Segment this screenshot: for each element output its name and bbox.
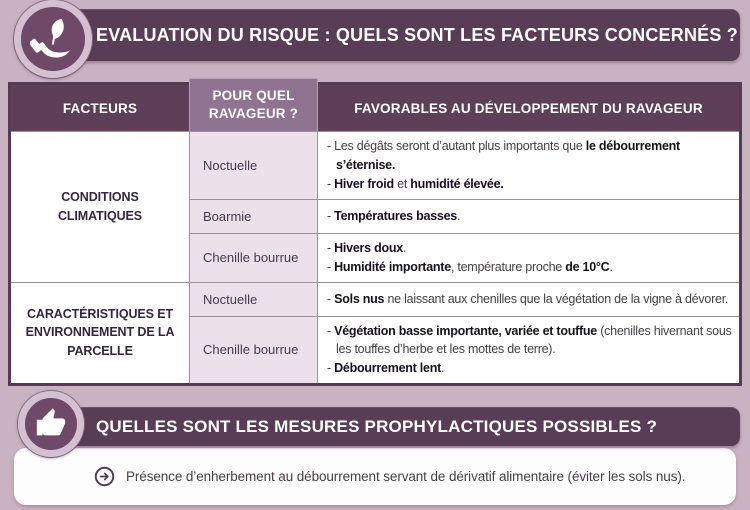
- description-line: - Sols nus ne laissant aux chenilles que la végétation de la vigne à dévorer.: [327, 291, 729, 306]
- pest-cell: Chenille bourrue: [190, 316, 318, 384]
- description-line: - Températures basses.: [327, 209, 461, 224]
- description-line: - Humidité importante, température proche de 10°C.: [327, 259, 613, 274]
- description-line: - Hiver froid et humidité élevée.: [327, 176, 504, 191]
- measure-text: Présence d’enherbement au débourrement servant de dérivatif alimentaire (éviter les sols nus).: [126, 469, 686, 484]
- description-cell: [318, 132, 741, 200]
- table-row: [10, 282, 741, 316]
- arrow-right-circle-icon: [94, 466, 115, 487]
- section-banner-risk-evaluation: [44, 9, 740, 61]
- pest-cell: Boarmie: [190, 200, 318, 234]
- column-header-ravageur: [190, 84, 318, 132]
- description-cell: [318, 200, 741, 234]
- thumbs-up-icon: [18, 391, 84, 457]
- description-cell: [318, 316, 741, 384]
- pest-cell: Noctuelle: [190, 132, 318, 200]
- description-line: - Débourrement lent.: [327, 361, 445, 375]
- pest-cell: Noctuelle: [190, 282, 318, 316]
- factor-cell: CARACTÉRISTIQUES ET ENVIRONNEMENT DE LA PARCELLE: [10, 282, 190, 384]
- risk-factors-table: [8, 82, 742, 386]
- column-header-favorables: FAVORABLES AU DÉVELOPPEMENT DU RAVAGEUR: [318, 84, 741, 132]
- section-banner-prophylactic-measures: [48, 407, 740, 446]
- column-header-facteurs: FACTEURS: [10, 84, 190, 132]
- pest-cell: Chenille bourrue: [190, 234, 318, 283]
- section-title-risk-evaluation: EVALUATION DU RISQUE : QUELS SONT LES FACTEURS CONCERNÉS ?: [96, 24, 738, 45]
- description-line: - Les dégâts seront d’autant plus importants que le débourrement s’éternise.: [327, 139, 680, 173]
- table-row: [10, 132, 741, 200]
- description-cell: [318, 234, 741, 283]
- description-cell: [318, 282, 741, 316]
- table-header-row: [10, 84, 741, 132]
- measures-panel: [14, 448, 736, 505]
- hand-holding-plant-icon: [14, 0, 92, 78]
- description-line: - Végétation basse importante, variée et touffue (chenilles hivernant sous les touffes d’herbe et les mottes de terre).: [327, 323, 732, 357]
- description-line: - Hivers doux.: [327, 241, 407, 255]
- column-header-ravageur-label: POUR QUEL RAVAGEUR ?: [189, 78, 318, 131]
- section-title-prophylactic-measures: QUELLES SONT LES MESURES PROPHYLACTIQUES POSSIBLES ?: [96, 416, 658, 436]
- factor-cell: CONDITIONS CLIMATIQUES: [10, 132, 190, 283]
